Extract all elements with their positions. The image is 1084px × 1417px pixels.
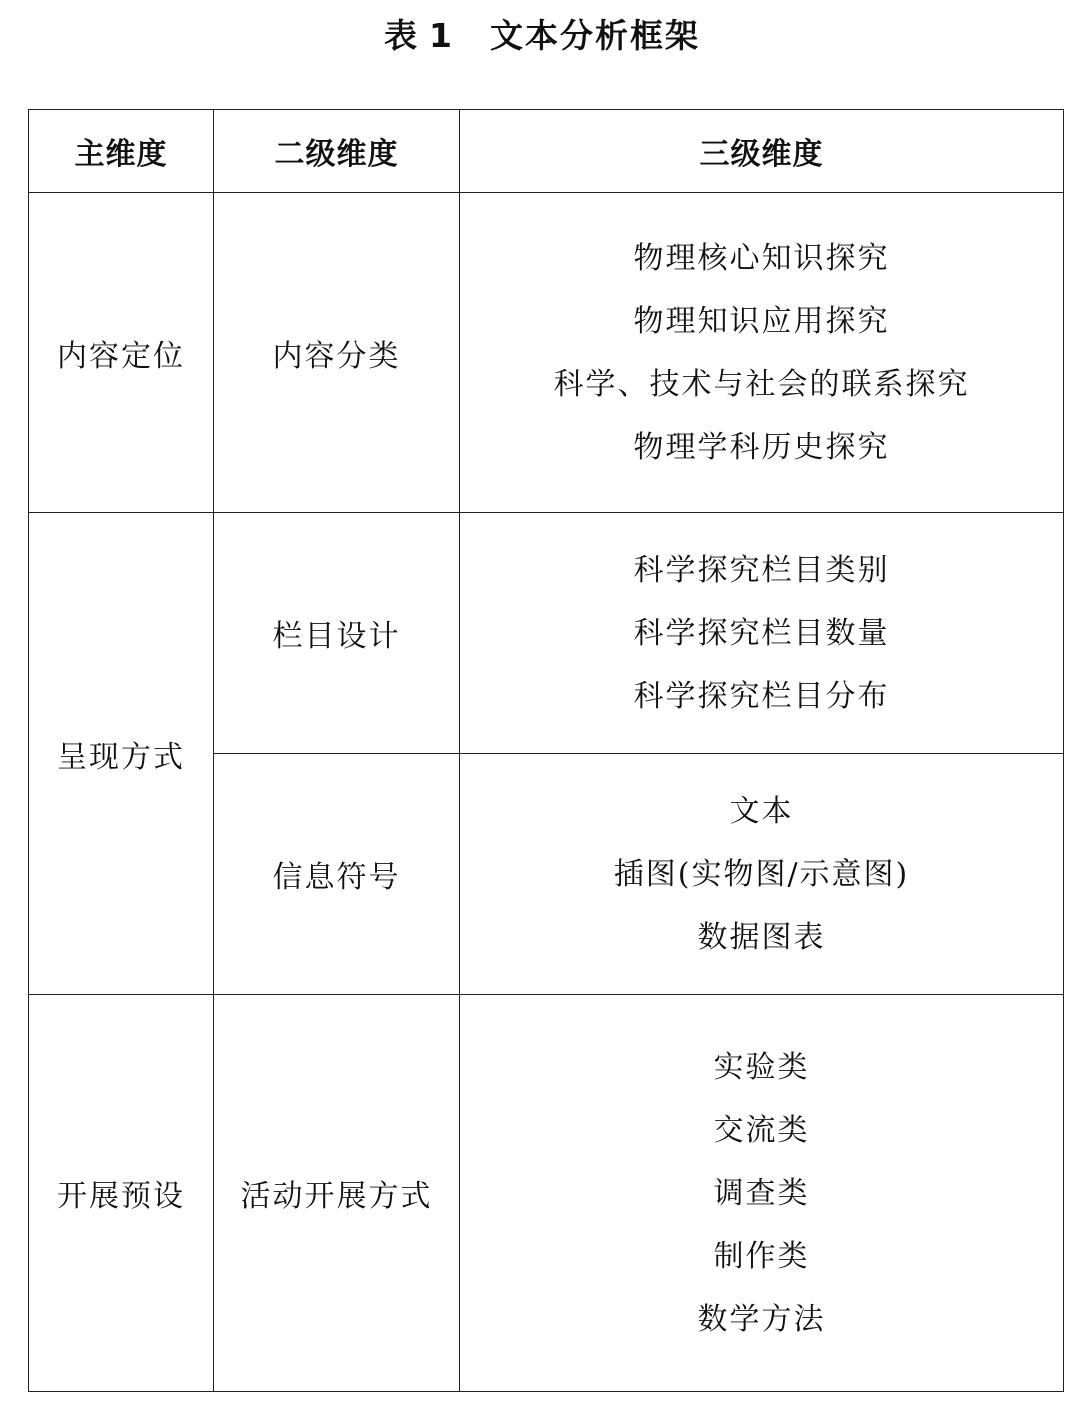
tertiary-item: 科学探究栏目数量 xyxy=(633,615,890,651)
tertiary-dimension-cell xyxy=(460,193,1064,513)
tertiary-item: 插图(实物图/示意图) xyxy=(613,856,910,892)
tertiary-item: 实验类 xyxy=(713,1049,810,1085)
tertiary-item: 科学探究栏目分布 xyxy=(633,678,890,714)
tertiary-item: 数据图表 xyxy=(697,919,826,955)
tertiary-item: 科学、技术与社会的联系探究 xyxy=(553,366,970,402)
secondary-dimension-cell: 信息符号 xyxy=(214,754,460,995)
main-dimension-cell: 内容定位 xyxy=(29,193,214,513)
tertiary-item: 物理核心知识探究 xyxy=(633,240,890,276)
tertiary-item: 物理知识应用探究 xyxy=(633,303,890,339)
framework-table xyxy=(28,109,1064,1392)
tertiary-item: 物理学科历史探究 xyxy=(633,429,890,465)
tertiary-item: 交流类 xyxy=(713,1112,810,1148)
tertiary-item: 调查类 xyxy=(713,1175,810,1211)
header-secondary-dimension: 二级维度 xyxy=(214,110,460,193)
table-row xyxy=(29,513,1064,754)
table-title-prefix: 表 xyxy=(384,16,420,55)
header-main-dimension: 主维度 xyxy=(29,110,214,193)
main-dimension-cell: 开展预设 xyxy=(29,995,214,1392)
tertiary-item: 科学探究栏目类别 xyxy=(633,552,890,588)
table-title-number: 1 xyxy=(429,16,454,55)
secondary-dimension-cell: 内容分类 xyxy=(214,193,460,513)
header-tertiary-dimension: 三级维度 xyxy=(460,110,1064,193)
table-title-text: 文本分析框架 xyxy=(489,16,700,55)
tertiary-item: 制作类 xyxy=(713,1238,810,1274)
main-dimension-cell: 呈现方式 xyxy=(29,513,214,995)
table-header-row xyxy=(29,110,1064,193)
table-title xyxy=(0,12,1084,60)
secondary-dimension-cell: 活动开展方式 xyxy=(214,995,460,1392)
tertiary-dimension-cell xyxy=(460,995,1064,1392)
tertiary-dimension-cell xyxy=(460,513,1064,754)
tertiary-item: 文本 xyxy=(729,793,794,829)
secondary-dimension-cell: 栏目设计 xyxy=(214,513,460,754)
table-row xyxy=(29,995,1064,1392)
table-row xyxy=(29,193,1064,513)
tertiary-dimension-cell xyxy=(460,754,1064,995)
tertiary-item: 数学方法 xyxy=(697,1301,826,1337)
